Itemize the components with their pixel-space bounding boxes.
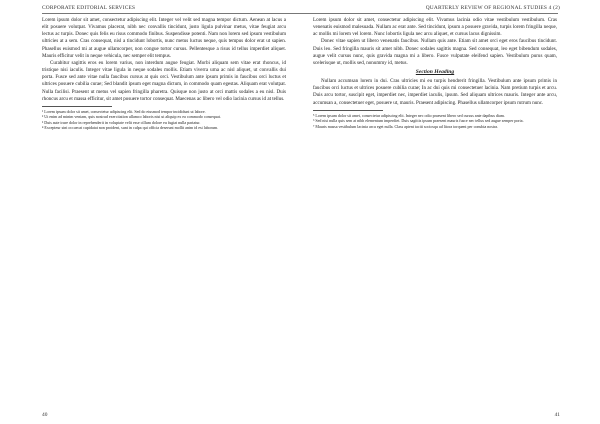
running-header-right: QUARTERLY REVIEW OF REGIONAL STUDIES 4 (2)	[425, 5, 560, 11]
left-column	[42, 17, 286, 131]
body-paragraph: Curabitur sagittis eros eu lorem varius, non interdum augue feugiat. Morbi aliquam sem vitae erat rhoncus, id tristique nisi iaculis. Integer vitae ligula in neque sodales mollis. Etiam viverra urna ac nisl aliquet, ut convallis dui porta. Fusce sed ante vitae nulla faucibus cursus at quis orci. Vestibulum ante ipsum primis in faucibus orci luctus et ultrices posuere cubilia curae; Sed blandit ipsum eget magna dictum, in commodo quam egestas. Aliquam erat volutpat. Nulla facilisi. Praesent ut metus vel sapien fringilla pharetra. Quisque non justo at orci mattis sodales a eu nisl. Duis rhoncus arcu et massa efficitur, sit amet posuere tortor consequat. Maecenas ac libero vel odio lacinia cursus id at tellus.	[42, 59, 286, 102]
section-heading: Section Heading	[415, 69, 455, 76]
footnote: ⁷ Mauris massa vestibulum lacinia arcu eget nulla. Class aptent taciti sociosqu ad litora torquent per conubia nostra.	[313, 123, 499, 129]
header-rule	[42, 13, 558, 14]
body-paragraph: Donec vitae sapien ut libero venenatis faucibus. Nullam quis ante. Etiam sit amet orci eget eros faucibus tincidunt. Duis leo. Sed fringilla mauris sit amet nibh. Donec sodales sagittis magna. Sed consequat, leo eget bibendum sodales, augue velit cursus nunc, quis gravida magna mi a libero. Fusce vulputate eleifend sapien. Vestibulum purus quam, scelerisque ut, mollis sed, nonummy id, metus.	[313, 38, 557, 66]
footnote: ² Ut enim ad minim veniam, quis nostrud exercitation ullamco laboris nisi ut aliquip ex ea commodo consequat.	[42, 114, 221, 120]
footnote: ⁵ Lorem ipsum dolor sit amet, consectetur adipiscing elit. Integer nec odio praesent libero sed cursus ante dapibus diam.	[313, 112, 505, 118]
page-number-right: 41	[554, 412, 560, 418]
footnote: ⁴ Excepteur sint occaecat cupidatat non proident, sunt in culpa qui officia deserunt mollit anim id est laborum.	[42, 125, 219, 131]
body-paragraph: Lorem ipsum dolor sit amet, consectetur adipiscing elit. Vivamus lacinia odio vitae vestibulum vestibulum. Cras venenatis euismod malesuada. Nullam ac erat ante. Sed tincidunt, ipsum a posuere gravida, turpis lorem fringilla neque, ac mollis mi lorem vel lorem. Nunc lobortis ligula nec arcu aliquet, et cursus lacus dignissim.	[313, 17, 557, 38]
page-number-left: 40	[42, 412, 48, 418]
footnote-rule	[42, 106, 112, 107]
footnote-rule	[313, 110, 383, 111]
running-header-left: CORPORATE EDITORIAL SERVICES	[42, 5, 136, 11]
footnote: ¹ Lorem ipsum dolor sit amet, consectetur adipiscing elit. Sed do eiusmod tempor incididunt ut labore.	[42, 108, 206, 114]
body-paragraph: Lorem ipsum dolor sit amet, consectetur adipiscing elit. Integer vel velit sed magna tempor dictum. Aenean at lacus a elit posuere volutpat. Vivamus placerat, nibh nec convallis tincidunt, justo ligula pulvinar metus, vitae feugiat arcu lectus ac turpis. Donec quis felis eu risus commodo finibus. Suspendisse potenti. Nam non lorem sed ipsum vestibulum ultricies at a sem. Cras consequat, nisl a tincidunt lobortis, nunc metus luctus neque, quis tempus dolor erat ut sapien. Phasellus euismod mi at augue ullamcorper, non congue tortor cursus. Pellentesque a risus id tellus imperdiet aliquet. Mauris efficitur velit in neque vehicula, nec semper elit tempus.	[42, 17, 286, 59]
right-column	[313, 17, 557, 129]
body-paragraph: Nullam accumsan lorem in dui. Cras ultricies mi eu turpis hendrerit fringilla. Vestibulum ante ipsum primis in faucibus orci luctus et ultrices posuere cubilia curae; In ac dui quis mi consectetuer lacinia. Nam pretium turpis et arcu. Duis arcu tortor, suscipit eget, imperdiet nec, imperdiet iaculis, ipsum. Sed aliquam ultrices mauris. Integer ante arcu, accumsan a, consectetuer eget, posuere ut, mauris. Praesent adipiscing. Phasellus ullamcorper ipsum rutrum nunc.	[313, 78, 557, 106]
footnote: ³ Duis aute irure dolor in reprehenderit in voluptate velit esse cillum dolore eu fugiat nulla pariatur.	[42, 119, 201, 125]
footnote: ⁶ Sed nisi nulla quis sem at nibh elementum imperdiet. Duis sagittis ipsum praesent mauris fusce nec tellus sed augue semper porta.	[313, 118, 524, 124]
